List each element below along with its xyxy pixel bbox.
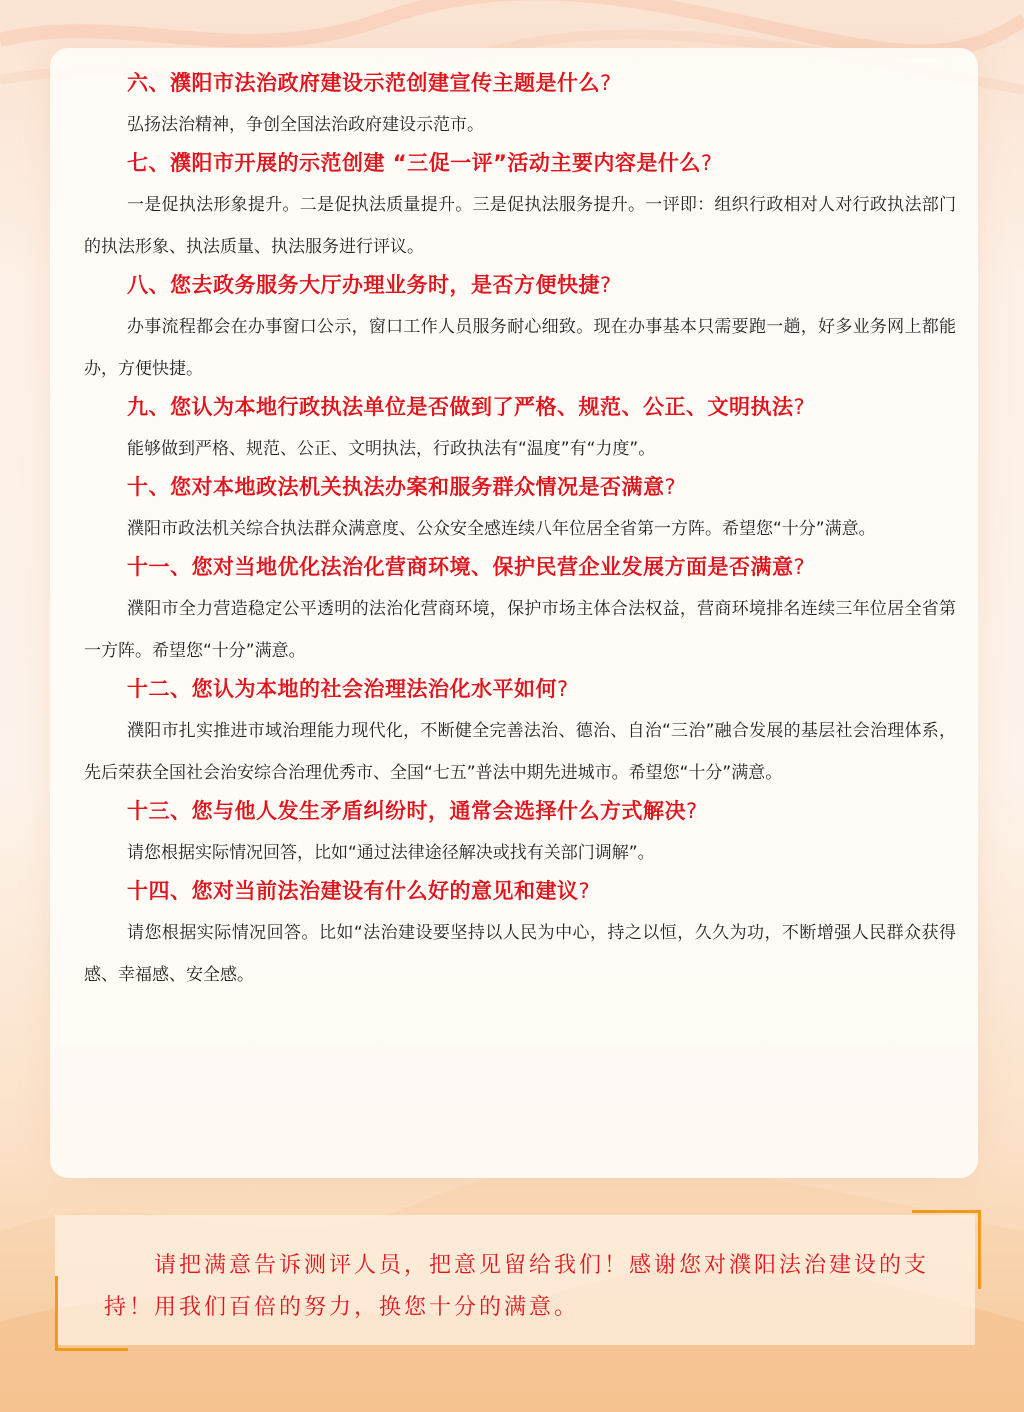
question-mark: ? (600, 71, 612, 95)
answer-text: 请您根据实际情况回答，比如“通过法律途径解决或找有关部门调解”。 (127, 843, 655, 863)
closing-message: 请把满意告诉测评人员，把意见留给我们！感谢您对濮阳法治建设的支持！用我们百倍的努力，换您十分的满意。 (104, 1253, 930, 1320)
answer-text: 一是促执法形象提升。二是促执法质量提升。三是促执法服务提升。一评即：组织行政相对人对行政执法部门的执法形象、执法质量、执法服务进行评议。 (84, 195, 956, 257)
answer-text: 濮阳市政法机关综合执法群众满意度、公众安全感连续八年位居全省第一方阵。希望您“十分”满意。 (127, 519, 876, 539)
question-text: 十四、您对当前法治建设有什么好的意见和建议 (127, 879, 579, 903)
answer-text: 濮阳市扎实推进市域治理能力现代化，不断健全完善法治、德治、自治“三治”融合发展的基层社会治理体系，先后荣获全国社会治安综合治理优秀市、全国“七五”普法中期先进城市。希望您“十分”满意。 (84, 721, 956, 783)
question-heading (84, 68, 956, 98)
question-mark: ? (557, 677, 569, 701)
answer-text: 濮阳市全力营造稳定公平透明的法治化营商环境，保护市场主体合法权益，营商环境排名连续三年位居全省第一方阵。希望您“十分”满意。 (84, 599, 956, 661)
question-heading (84, 796, 956, 826)
question-heading (84, 392, 956, 422)
question-text: 十一、您对当地优化法治化营商环境、保护民营企业发展方面是否满意 (127, 555, 794, 579)
question-text: 七、濮阳市开展的示范创建 “三促一评”活动主要内容是什么 (127, 151, 701, 175)
answer-text: 能够做到严格、规范、公正、文明执法，行政执法有“温度”有“力度”。 (127, 439, 656, 459)
question-mark: ? (664, 475, 677, 499)
question-heading (84, 270, 956, 300)
question-text: 八、您去政务服务大厅办理业务时，是否方便快捷 (127, 273, 600, 297)
question-heading (84, 674, 956, 704)
question-text: 九、您认为本地行政执法单位是否做到了严格、规范、公正、文明执法 (127, 395, 794, 419)
question-mark: ? (600, 273, 612, 297)
question-mark: ? (793, 395, 806, 419)
question-mark: ? (793, 555, 806, 579)
qa-list (84, 68, 956, 998)
question-text: 十三、您与他人发生矛盾纠纷时，通常会选择什么方式解决 (127, 799, 686, 823)
question-heading (84, 148, 956, 178)
question-heading (84, 876, 956, 906)
question-text: 六、濮阳市法治政府建设示范创建宣传主题是什么 (127, 71, 600, 95)
answer-text: 请您根据实际情况回答。比如“法治建设要坚持以人民为中心，持之以恒，久久为功，不断增强人民群众获得感、幸福感、安全感。 (84, 923, 956, 985)
question-heading (84, 552, 956, 582)
question-text: 十、您对本地政法机关执法办案和服务群众情况是否满意 (127, 475, 665, 499)
question-heading (84, 472, 956, 502)
question-mark: ? (700, 151, 713, 175)
question-text: 十二、您认为本地的社会治理法治化水平如何 (127, 677, 557, 701)
question-mark: ? (686, 799, 698, 823)
answer-text: 办事流程都会在办事窗口公示，窗口工作人员服务耐心细致。现在办事基本只需要跑一趟，好多业务网上都能办，方便快捷。 (84, 317, 956, 379)
question-mark: ? (578, 879, 591, 903)
answer-text: 弘扬法治精神，争创全国法治政府建设示范市。 (127, 115, 484, 135)
